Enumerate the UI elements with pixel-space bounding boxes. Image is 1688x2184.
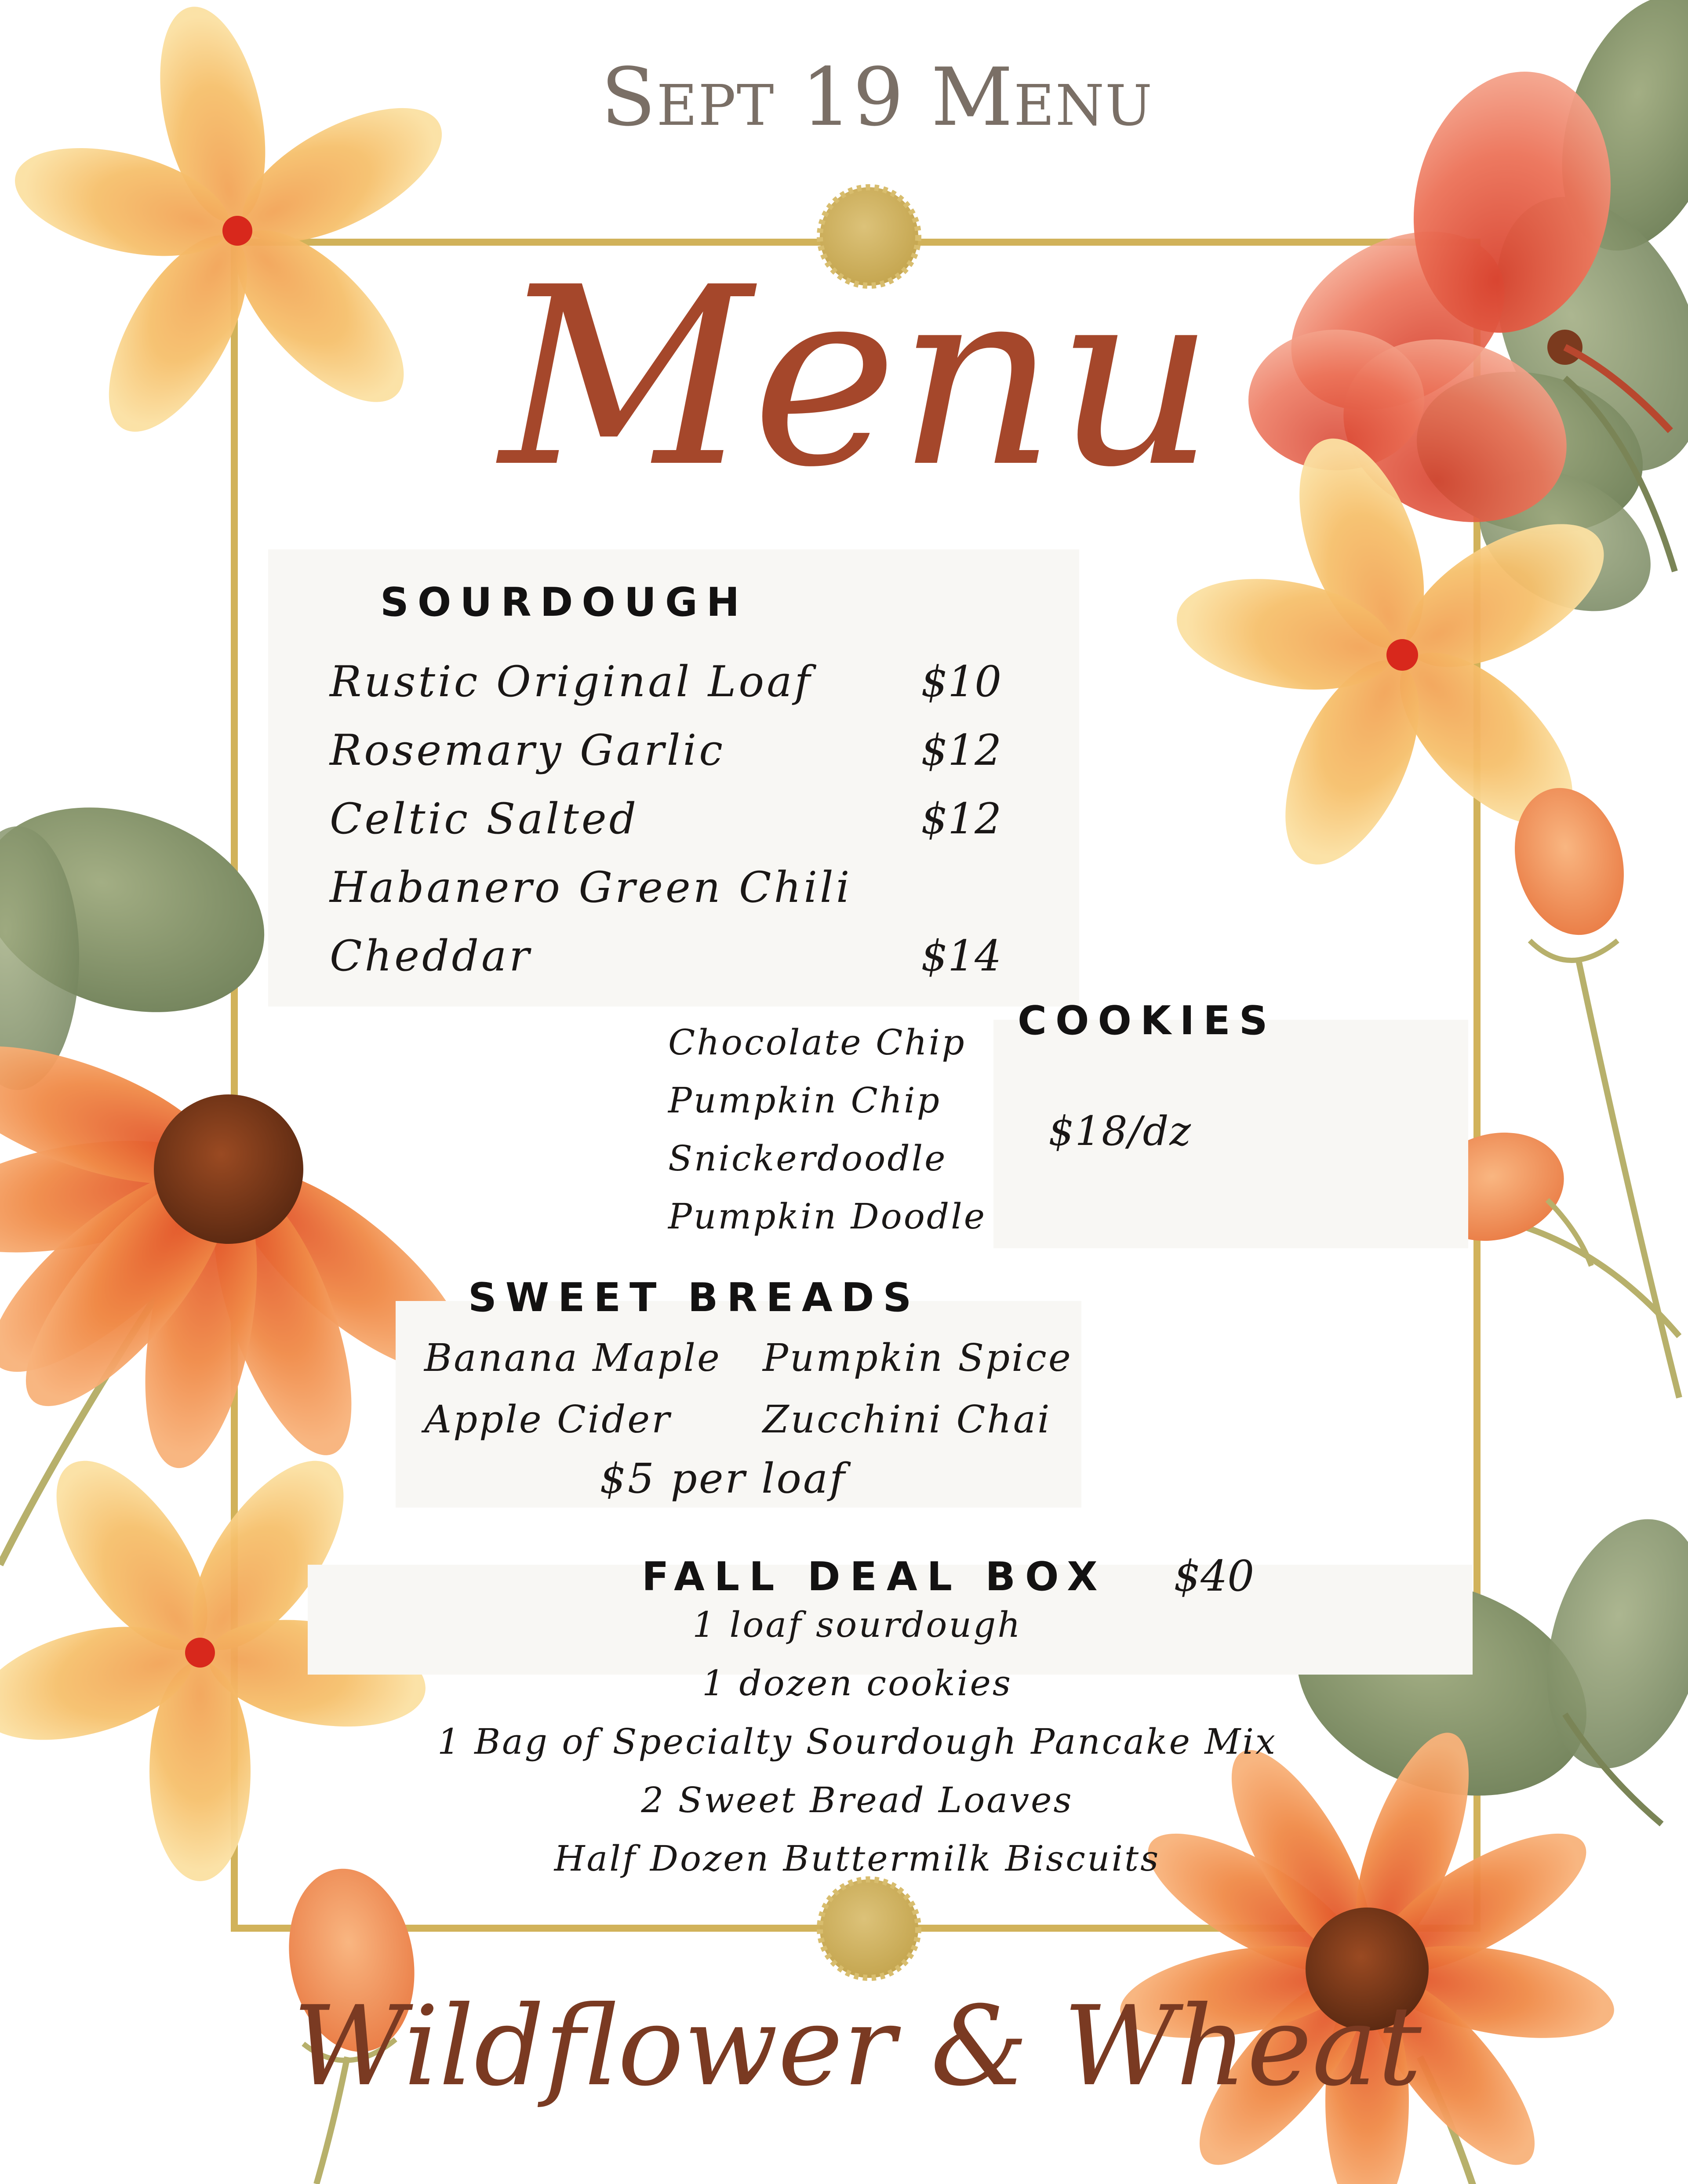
sweet-bread-item: Zucchini Chai (763, 1398, 1051, 1442)
cookie-item: Chocolate Chip (668, 1022, 966, 1063)
sourdough-item-name: Cheddar (330, 931, 532, 981)
fall-deal-item: 1 Bag of Specialty Sourdough Pancake Mix (437, 1721, 1277, 1762)
brand-signature: Wildflower & Wheat (292, 1982, 1422, 2110)
cookies-price: $18/dz (1048, 1108, 1192, 1155)
sourdough-item-price: $10 (921, 657, 1002, 706)
leaf-left-icon (0, 773, 291, 1090)
cookie-item: Pumpkin Chip (668, 1080, 941, 1121)
sourdough-item-price: $12 (921, 794, 1002, 843)
fall-deal-item: 1 loaf sourdough (692, 1604, 1022, 1645)
seal-bottom-icon (820, 1879, 918, 1978)
fall-deal-item: 2 Sweet Bread Loaves (641, 1780, 1073, 1821)
sourdough-item-name: Rustic Original Loaf (330, 657, 813, 706)
sweet-breads-heading: SWEET BREADS (468, 1275, 920, 1321)
sourdough-item-price: $12 (921, 726, 1002, 775)
sourdough-item-name: Habanero Green Chili (330, 863, 852, 912)
coneflower-bottom-right-icon (1113, 1719, 1621, 2184)
sweet-breads-price: $5 per loaf (600, 1455, 847, 1503)
cookies-heading: COOKIES (1018, 998, 1277, 1044)
sourdough-item-price: $14 (921, 931, 1002, 981)
cookie-item: Pumpkin Doodle (668, 1196, 987, 1237)
page-title: Sept 19 Menu (600, 51, 1153, 144)
cookie-item: Snickerdoodle (668, 1138, 947, 1179)
fall-deal-item: Half Dozen Buttermilk Biscuits (554, 1838, 1160, 1879)
fall-deal-item: 1 dozen cookies (702, 1663, 1012, 1704)
sweet-bread-item: Apple Cider (424, 1398, 672, 1442)
sourdough-item-name: Celtic Salted (330, 794, 639, 843)
sweet-bread-item: Pumpkin Spice (763, 1336, 1073, 1380)
fall-deal-heading: FALL DEAL BOX (642, 1554, 1107, 1600)
script-menu-title: Menu (499, 235, 1215, 521)
sweet-bread-item: Banana Maple (424, 1336, 721, 1380)
fall-deal-price: $40 (1174, 1552, 1255, 1601)
sourdough-heading: SOURDOUGH (380, 579, 749, 625)
sourdough-item-name: Rosemary Garlic (330, 726, 726, 775)
